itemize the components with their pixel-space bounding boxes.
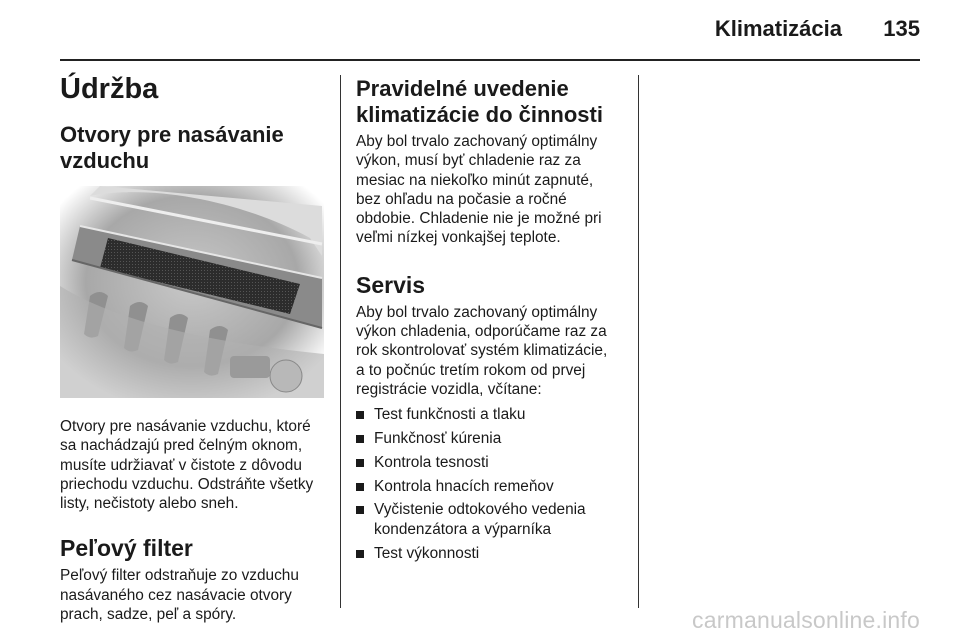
body-line: nasávaného cez nasávacie otvory [60, 586, 292, 604]
column-divider-right [638, 75, 639, 608]
air-intake-heading-line: Otvory pre nasávanie [60, 122, 284, 147]
body-line: sa nachádzajú pred čelným oknom, [60, 437, 303, 455]
bullet-square-icon [356, 506, 364, 514]
body-line: registrácie vozidla, včítane: [356, 380, 542, 398]
bullet-square-icon [356, 483, 364, 491]
list-item [356, 429, 626, 448]
left-column [60, 72, 328, 624]
service-heading: Servis [356, 271, 426, 298]
body-line: Peľový filter odstraňuje zo vzduchu [60, 567, 299, 585]
pollen-filter-heading: Peľový filter [60, 535, 193, 562]
page-number: 135 [883, 16, 920, 41]
body-line: mesiac na niekoľko minút zapnuté, [356, 171, 594, 189]
body-line: rok skontrolovať systém klimatizácie, [356, 342, 608, 360]
body-line: výkon chladenia, odporúčame raz za [356, 323, 607, 341]
bullet-square-icon [356, 550, 364, 558]
body-line: výkon, musí byť chladenie raz za [356, 152, 581, 170]
bullet-square-icon [356, 411, 364, 419]
list-item [356, 477, 626, 496]
air-intake-heading-line: vzduchu [60, 148, 150, 173]
body-line: veľmi nízkej vonkajšej teplote. [356, 229, 561, 247]
body-line: Aby bol trvalo zachovaný optimálny [356, 303, 598, 321]
list-item-text: Test funkčnosti a tlaku [374, 406, 526, 424]
header-divider [60, 59, 920, 61]
body-line: priechodu vzduchu. Odstráňte všetky [60, 475, 314, 493]
bullet-square-icon [356, 435, 364, 443]
body-line: Aby bol trvalo zachovaný optimálny [356, 133, 598, 150]
watermark: carmanualsonline.info [692, 607, 920, 633]
body-line: prach, sadze, peľ a spóry. [60, 606, 237, 624]
list-item [356, 453, 626, 472]
list-item-text: Funkčnosť kúrenia [374, 430, 502, 448]
list-item-text: Kontrola tesnosti [374, 453, 489, 471]
list-item-text: Test výkonnosti [374, 544, 480, 562]
list-item [356, 500, 626, 539]
body-line: a to počnúc tretím rokom od prvej [356, 361, 586, 379]
body-line: obdobie. Chladenie nie je možné pri [356, 210, 602, 228]
regular-operation-heading-line: Pravidelné uvedenie [356, 76, 569, 101]
middle-column [356, 76, 626, 567]
column-divider-left [340, 75, 341, 608]
regular-operation-heading-line: klimatizácie do činnosti [356, 102, 603, 127]
body-line: musíte udržiavať v čistote z dôvodu [60, 456, 302, 474]
air-intake-body [60, 417, 328, 513]
regular-operation-body [356, 132, 626, 248]
list-item-text: Vyčistenie odtokového vedenia [374, 501, 586, 519]
section-title: Údržba [60, 73, 159, 105]
service-body [356, 303, 626, 399]
body-line: listy, nečistoty alebo sneh. [60, 495, 239, 513]
air-intake-photo [60, 186, 324, 398]
body-line: Otvory pre nasávanie vzduchu, ktoré [60, 418, 311, 435]
list-item-text: kondenzátora a výparníka [374, 520, 552, 538]
list-item [356, 544, 626, 563]
chapter-title: Klimatizácia [714, 16, 842, 41]
bullet-square-icon [356, 459, 364, 467]
list-item-text: Kontrola hnacích remeňov [374, 477, 554, 495]
list-item [356, 405, 626, 424]
air-intake-heading [60, 122, 328, 174]
body-line: bez ohľadu na počasie a ročné [356, 190, 567, 208]
regular-operation-heading [356, 76, 626, 128]
pollen-filter-body [60, 566, 328, 624]
service-checklist [356, 405, 626, 563]
